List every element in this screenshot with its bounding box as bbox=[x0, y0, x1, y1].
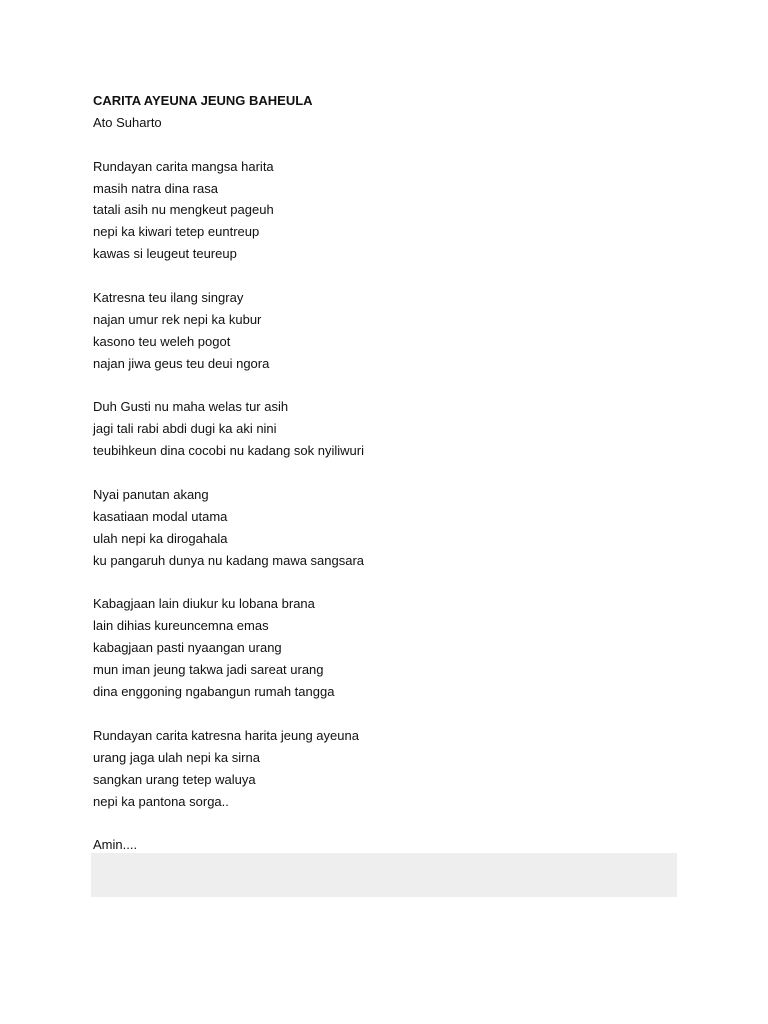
poem-line: urang jaga ulah nepi ka sirna bbox=[93, 749, 260, 765]
poem-line: jagi tali rabi abdi dugi ka aki nini bbox=[93, 421, 277, 437]
stanza-gap bbox=[93, 703, 693, 725]
stanza-gap bbox=[93, 375, 693, 397]
stanza-gap bbox=[93, 572, 693, 594]
poem-line: teubihkeun dina cocobi nu kadang sok nyiliwuri bbox=[93, 443, 365, 459]
stanza-1 bbox=[93, 156, 693, 265]
stanza-2 bbox=[93, 287, 693, 375]
poem-author: Ato Suharto bbox=[93, 114, 162, 130]
poem-line: lain dihias kureuncemna emas bbox=[93, 618, 269, 634]
poem-line: masih natra dina rasa bbox=[93, 180, 219, 196]
poem-line: Rundayan carita katresna harita jeung ayeuna bbox=[93, 727, 359, 743]
poem-line: Nyai panutan akang bbox=[93, 487, 209, 503]
stanza-gap bbox=[93, 812, 693, 834]
poem-line: ku pangaruh dunya nu kadang mawa sangsara bbox=[93, 552, 365, 568]
poem-line: kabagjaan pasti nyaangan urang bbox=[93, 640, 282, 656]
stanza-gap bbox=[93, 462, 693, 484]
poem-title: CARITA AYEUNA JEUNG BAHEULA bbox=[93, 93, 313, 108]
stanza-gap bbox=[93, 265, 693, 287]
poem-line: najan jiwa geus teu deui ngora bbox=[93, 355, 270, 371]
poem-line: Katresna teu ilang singray bbox=[93, 290, 244, 306]
poem-line: sangkan urang tetep waluya bbox=[93, 771, 256, 787]
poem-line: nepi ka pantona sorga.. bbox=[93, 793, 229, 809]
poem-line: Duh Gusti nu maha welas tur asih bbox=[93, 399, 289, 415]
poem-line: najan umur rek nepi ka kubur bbox=[93, 311, 262, 327]
poem-line: dina enggoning ngabangun rumah tangga bbox=[93, 684, 335, 700]
poem-line: ulah nepi ka dirogahala bbox=[93, 530, 228, 546]
stanza-5 bbox=[93, 593, 693, 702]
poem-line: kasatiaan modal utama bbox=[93, 508, 228, 524]
poem-closing: Amin.... bbox=[93, 837, 138, 853]
poem-line: Rundayan carita mangsa harita bbox=[93, 158, 274, 174]
poem-document bbox=[93, 90, 693, 856]
gray-placeholder-block bbox=[91, 853, 677, 897]
stanza-4 bbox=[93, 484, 693, 572]
poem-line: kasono teu weleh pogot bbox=[93, 333, 231, 349]
stanza-3 bbox=[93, 396, 693, 462]
poem-line: Kabagjaan lain diukur ku lobana brana bbox=[93, 596, 315, 612]
poem-line: nepi ka kiwari tetep euntreup bbox=[93, 224, 260, 240]
stanza-6 bbox=[93, 725, 693, 813]
poem-line: kawas si leugeut teureup bbox=[93, 246, 237, 262]
poem-line: tatali asih nu mengkeut pageuh bbox=[93, 202, 274, 218]
stanza-gap bbox=[93, 134, 693, 156]
poem-line: mun iman jeung takwa jadi sareat urang bbox=[93, 662, 324, 678]
